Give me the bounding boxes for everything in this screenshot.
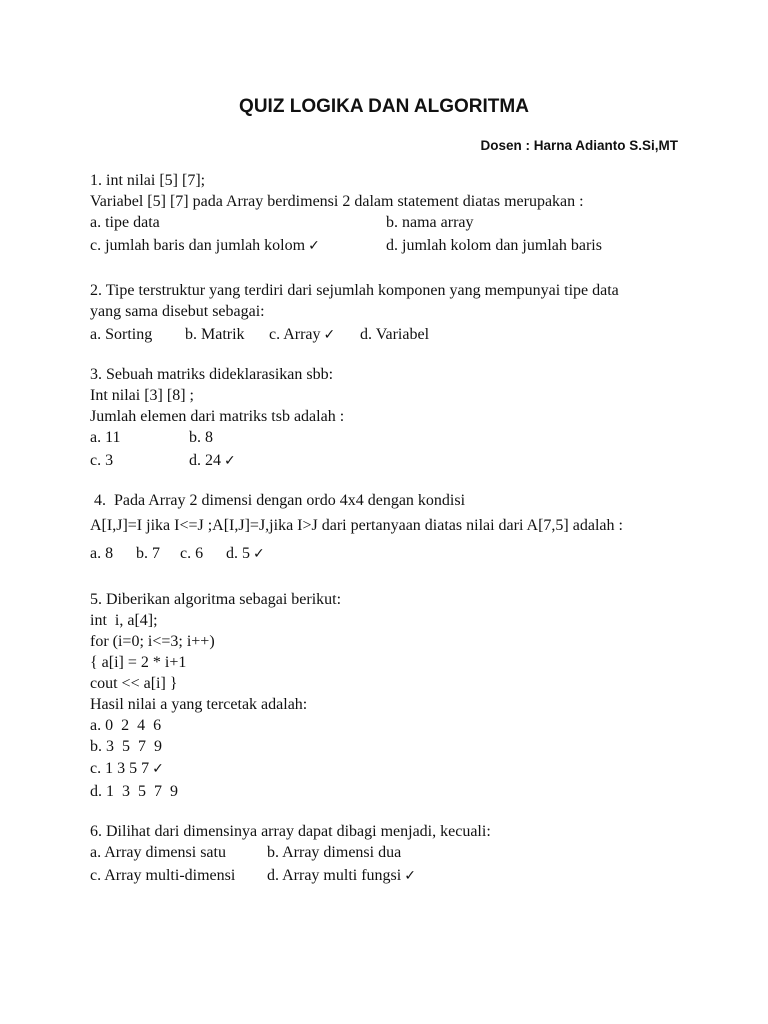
question-text: 1. int nilai [5] [7]; [90, 172, 206, 189]
option-d: d. Array multi fungsi [267, 867, 402, 884]
question-1 [90, 170, 690, 259]
options-row [90, 448, 690, 474]
question-5 [90, 589, 690, 802]
check-mark-icon: ✓ [323, 327, 336, 343]
check-mark-icon: ✓ [308, 238, 320, 254]
option-b: b. nama array [386, 214, 474, 231]
option-b: b. 8 [189, 429, 213, 446]
option-c: c. Array [269, 326, 321, 343]
check-mark-icon: ✓ [404, 868, 416, 884]
question-4 [90, 490, 690, 567]
lecturer-name: Dosen : Harna Adianto S.Si,MT [480, 138, 678, 153]
option-c: c. jumlah baris dan jumlah kolom [90, 237, 306, 254]
check-mark-icon: ✓ [224, 453, 236, 469]
option-a: a. 8 [90, 545, 114, 562]
option-d: d. 1 3 5 7 9 [90, 783, 178, 800]
question-text: Int nilai [3] [8] ; [90, 387, 194, 404]
question-text: 6. Dilihat dari dimensinya array dapat dibagi menjadi, kecuali: [90, 823, 491, 840]
question-3 [90, 364, 690, 474]
option-d: d. jumlah kolom dan jumlah baris [386, 237, 602, 254]
check-mark-icon: ✓ [152, 761, 164, 777]
options-row [90, 212, 690, 233]
option-a: a. 11 [90, 429, 121, 446]
question-text: Jumlah elemen dari matriks tsb adalah : [90, 408, 345, 425]
options-row [90, 427, 690, 448]
question-text: 4. Pada Array 2 dimensi dengan ordo 4x4 dengan kondisi [90, 492, 466, 509]
option-c-wrap [269, 322, 335, 348]
option-a: a. 0 2 4 6 [90, 717, 162, 734]
question-2 [90, 280, 690, 348]
question-text: A[I,J]=I jika I<=J ;A[I,J]=J,jika I>J dari pertanyaan diatas nilai dari A[7,5] adalah : [90, 517, 623, 534]
option-c: c. 1 3 5 7 [90, 760, 150, 777]
check-mark-icon: ✓ [253, 546, 265, 562]
question-text: Hasil nilai a yang tercetak adalah: [90, 696, 308, 713]
option-d: d. 24 [189, 452, 221, 469]
options-row [90, 233, 690, 259]
option-c: c. 3 [90, 452, 114, 469]
options-row [90, 541, 690, 567]
question-text: 2. Tipe terstruktur yang terdiri dari sejumlah komponen yang mempunyai tipe data [90, 282, 619, 299]
option-a: a. Sorting [90, 326, 153, 343]
option-b: b. 7 [136, 545, 160, 562]
options-row [90, 322, 690, 348]
question-text: Variabel [5] [7] pada Array berdimensi 2 dalam statement diatas merupakan : [90, 193, 584, 210]
code-line: for (i=0; i<=3; i++) [90, 633, 215, 650]
option-d: d. Variabel [360, 326, 430, 343]
option-b: b. Array dimensi dua [267, 844, 402, 861]
option-c-wrap [90, 233, 320, 259]
options-row [90, 863, 690, 889]
quiz-title: QUIZ LOGIKA DAN ALGORITMA [239, 96, 529, 117]
option-b: b. 3 5 7 9 [90, 738, 162, 755]
option-a: a. tipe data [90, 214, 160, 231]
question-text: 3. Sebuah matriks dideklarasikan sbb: [90, 366, 334, 383]
option-b: b. Matrik [185, 326, 245, 343]
code-line: int i, a[4]; [90, 612, 158, 629]
option-d-wrap [267, 863, 416, 889]
question-6 [90, 821, 690, 889]
option-a: a. Array dimensi satu [90, 844, 226, 861]
question-text: yang sama disebut sebagai: [90, 303, 265, 320]
options-row [90, 842, 690, 863]
option-d-wrap [189, 448, 236, 474]
option-d-wrap [226, 541, 265, 567]
code-line: cout << a[i] } [90, 675, 178, 692]
option-d: d. 5 [226, 545, 250, 562]
option-c: c. Array multi-dimensi [90, 867, 236, 884]
option-c-wrap [90, 757, 690, 781]
code-line: { a[i] = 2 * i+1 [90, 654, 187, 671]
option-c: c. 6 [180, 545, 204, 562]
question-text: 5. Diberikan algoritma sebagai berikut: [90, 591, 342, 608]
